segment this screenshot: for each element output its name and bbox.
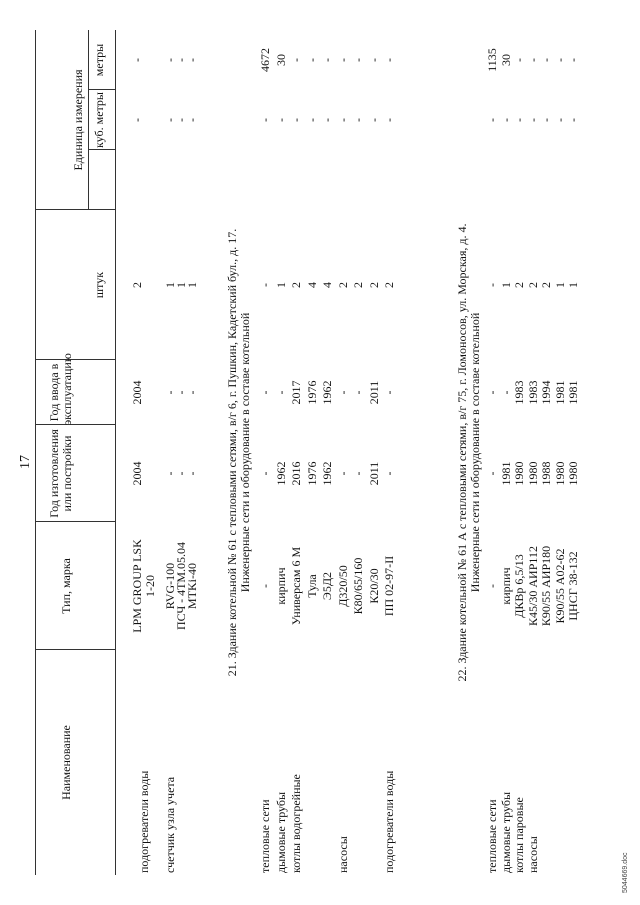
row-cubic: - xyxy=(185,118,199,122)
row-meters: - xyxy=(566,58,580,62)
row-type: К80/65/160 xyxy=(351,557,365,615)
header-year-service: Год ввода в эксплуатацию xyxy=(47,353,74,425)
row-pcs: 1 xyxy=(163,282,177,288)
page-number: 17 xyxy=(18,455,33,469)
row-year-made: - xyxy=(258,471,272,476)
row-cubic: - xyxy=(498,118,513,122)
header-bottom-rule xyxy=(115,30,116,875)
row-year-service: 1983 xyxy=(512,380,526,405)
row-cubic: - xyxy=(351,118,365,122)
row-year-made: 1962 xyxy=(320,461,334,486)
row-cubic: - xyxy=(258,118,272,122)
row-cubic: - xyxy=(525,118,540,122)
row-year-service: 1962 xyxy=(320,380,334,405)
row-year-service: - xyxy=(335,390,350,395)
header-top-rule xyxy=(35,30,36,875)
row-meters: - xyxy=(552,58,567,62)
row-year-service: 1981 xyxy=(552,380,567,405)
row-pcs: 4 xyxy=(320,282,334,288)
row-meters: - xyxy=(185,58,199,62)
row-name: насосы xyxy=(335,836,350,873)
row-name: подогреватели воды xyxy=(137,770,151,873)
row-pcs: - xyxy=(485,283,499,287)
row-year-service: - xyxy=(382,390,396,395)
header-meters: метры xyxy=(92,43,106,77)
section-title: 21. Здание котельной № 61 с тепловыми сетями, в/г 6, г. Пушкин, Кадетский бул., д. 17. xyxy=(225,228,239,677)
row-pcs: 1 xyxy=(566,282,580,288)
row-year-made: 2004 xyxy=(130,461,144,486)
row-year-service: 2004 xyxy=(130,380,144,405)
row-year-service: - xyxy=(185,390,199,395)
row-pcs: 2 xyxy=(351,282,365,288)
footer-filename: 5044669.doc xyxy=(622,852,629,893)
header-name: Наименование xyxy=(59,725,73,800)
row-meters: 30 xyxy=(273,54,288,66)
row-cubic: - xyxy=(320,118,334,122)
row-type: кирпич xyxy=(273,567,288,605)
row-type: К90/55 АИР180 xyxy=(539,545,553,627)
row-year-service: - xyxy=(498,390,513,395)
row-name: дымовые трубы xyxy=(273,791,288,873)
row-cubic: - xyxy=(566,118,580,122)
row-year-made: 1962 xyxy=(273,461,288,486)
row-type: ЦНСГ 38-132 xyxy=(566,551,580,621)
row-meters: - xyxy=(335,58,350,62)
header-cubic: куб. метры xyxy=(92,92,106,148)
row-year-made: - xyxy=(174,471,188,476)
row-type: ПСЧ - 4ТМ.05.04 xyxy=(174,542,188,631)
row-meters: 30 xyxy=(498,54,513,66)
row-pcs: 2 xyxy=(130,282,144,288)
row-pcs: 2 xyxy=(539,282,553,288)
row-year-made: 1988 xyxy=(539,461,553,486)
row-cubic: - xyxy=(539,118,553,122)
row-pcs: 1 xyxy=(273,282,288,288)
row-pcs: - xyxy=(258,283,272,287)
row-type: К45/30 АИР112 xyxy=(525,546,540,626)
row-year-made: 1980 xyxy=(566,461,580,486)
row-year-made: - xyxy=(485,471,499,476)
row-pcs: 1 xyxy=(174,282,188,288)
row-year-service: 1981 xyxy=(566,380,580,405)
row-cubic: - xyxy=(130,118,144,122)
col-divider-2 xyxy=(35,521,115,522)
row-meters: - xyxy=(163,58,177,62)
row-type: К90/55 А02-62 xyxy=(552,548,567,624)
row-meters: - xyxy=(539,58,553,62)
row-cubic: - xyxy=(485,118,499,122)
row-name: котлы водогрейные xyxy=(289,774,303,873)
row-type: Э5Д2 xyxy=(320,571,334,601)
col-divider-1 xyxy=(35,649,115,650)
row-type: Д320/50 xyxy=(335,565,350,607)
row-pcs: 2 xyxy=(366,282,381,288)
row-type: RVG-100 xyxy=(163,562,177,610)
section-subtitle: Инженерные сети и оборудование в составе котельной xyxy=(238,312,252,593)
row-cubic: - xyxy=(512,118,526,122)
row-name: дымовые трубы xyxy=(498,791,513,873)
row-meters: - xyxy=(174,58,188,62)
row-year-service: - xyxy=(174,390,188,395)
row-cubic: - xyxy=(382,118,396,122)
header-unit: Единица измерения xyxy=(71,69,85,171)
row-type: К20/30 xyxy=(366,568,381,604)
row-year-service: 1983 xyxy=(525,380,540,405)
row-type: Универсам 6 М xyxy=(289,546,303,626)
row-year-service: - xyxy=(258,390,272,395)
row-year-service: 1994 xyxy=(539,380,553,405)
row-cubic: - xyxy=(335,118,350,122)
col-divider-3 xyxy=(35,424,115,425)
row-meters: - xyxy=(525,58,540,62)
row-meters: - xyxy=(351,58,365,62)
row-type: Тула xyxy=(304,574,319,598)
row-type: ПП 02-97-II xyxy=(382,555,396,617)
row-pcs: 2 xyxy=(289,282,303,288)
row-meters: - xyxy=(130,58,144,62)
row-meters: - xyxy=(382,58,396,62)
row-name: насосы xyxy=(525,836,540,873)
row-pcs: 2 xyxy=(335,282,350,288)
row-pcs: 2 xyxy=(512,282,526,288)
row-name: тепловые сети xyxy=(485,799,499,873)
unit-sub-rule xyxy=(88,30,89,210)
row-year-made: - xyxy=(382,471,396,476)
row-meters: - xyxy=(366,58,381,62)
row-type: 1-20 xyxy=(143,575,157,597)
row-name: подогреватели воды xyxy=(382,770,396,873)
row-year-made: 1980 xyxy=(525,461,540,486)
row-year-made: 2016 xyxy=(289,461,303,486)
row-meters: - xyxy=(289,58,303,62)
row-year-made: 1980 xyxy=(552,461,567,486)
row-year-service: 1976 xyxy=(304,380,319,405)
row-cubic: - xyxy=(289,118,303,122)
row-name: счетчик узла учета xyxy=(163,776,177,873)
row-year-made: 2011 xyxy=(366,461,381,486)
row-year-made: - xyxy=(351,471,365,476)
row-year-made: - xyxy=(163,471,177,476)
row-meters: 1135 xyxy=(485,48,499,72)
row-cubic: - xyxy=(273,118,288,122)
row-pcs: 2 xyxy=(525,282,540,288)
row-year-made: 1981 xyxy=(498,461,513,486)
row-year-service: 2011 xyxy=(366,380,381,405)
row-meters: 4672 xyxy=(258,48,272,72)
row-year-service: 2017 xyxy=(289,380,303,405)
section-subtitle: Инженерные сети и оборудование в составе котельной xyxy=(468,312,482,593)
row-year-made: 1980 xyxy=(512,461,526,486)
row-pcs: 1 xyxy=(552,282,567,288)
header-pcs: штук xyxy=(92,271,106,299)
row-type: кирпич xyxy=(498,567,513,605)
row-year-service: - xyxy=(163,390,177,395)
row-year-service: - xyxy=(273,390,288,395)
row-type: MTKi-40 xyxy=(185,563,199,609)
header-year-made: Год изготовления или постройки xyxy=(47,429,74,518)
row-year-made: - xyxy=(335,471,350,476)
row-cubic: - xyxy=(163,118,177,122)
row-type: ДКВр 6,5/13 xyxy=(512,554,526,618)
row-meters: - xyxy=(320,58,334,62)
row-name: тепловые сети xyxy=(258,799,272,873)
row-year-service: - xyxy=(485,390,499,395)
row-type: - xyxy=(485,584,499,588)
row-type: LPM GROUP LSK xyxy=(130,539,144,633)
row-pcs: 1 xyxy=(498,282,513,288)
row-meters: - xyxy=(512,58,526,62)
row-year-made: 1976 xyxy=(304,461,319,486)
row-pcs: 1 xyxy=(185,282,199,288)
row-cubic: - xyxy=(174,118,188,122)
row-year-service: - xyxy=(351,390,365,395)
header-type: Тип, марка xyxy=(59,558,73,614)
section-title: 22. Здание котельной № 61 А с тепловыми сетями, в/г 75, г. Ломоносов, ул. Морская, д. 4. xyxy=(455,223,469,682)
row-meters: - xyxy=(304,58,319,62)
row-cubic: - xyxy=(552,118,567,122)
row-cubic: - xyxy=(366,118,381,122)
row-type: - xyxy=(258,584,272,588)
row-pcs: 4 xyxy=(304,282,319,288)
row-cubic: - xyxy=(304,118,319,122)
row-name: котлы паровые xyxy=(512,797,526,873)
row-pcs: 2 xyxy=(382,282,396,288)
row-year-made: - xyxy=(185,471,199,476)
